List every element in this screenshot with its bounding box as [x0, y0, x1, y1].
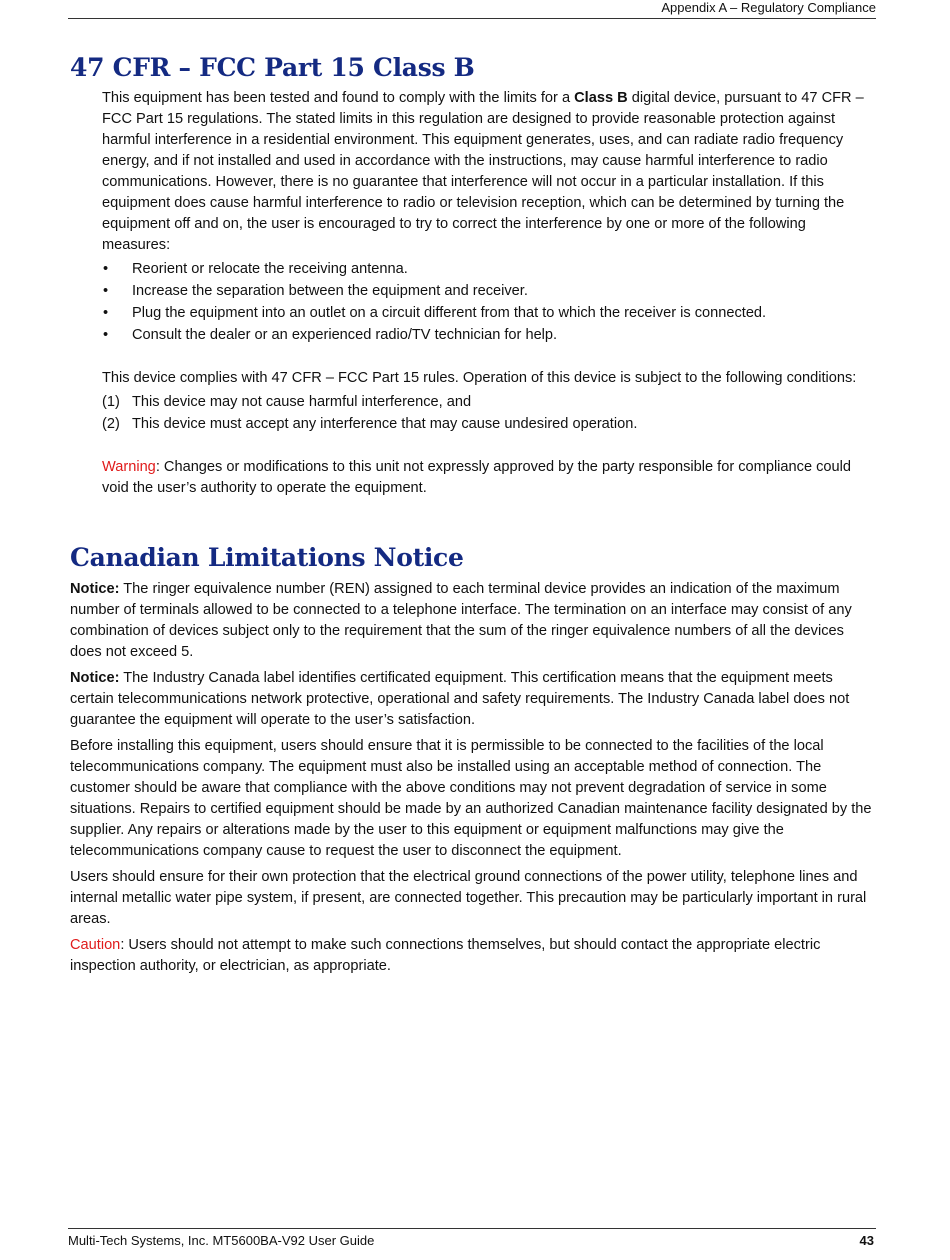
complies-paragraph: This device complies with 47 CFR – FCC Part 15 rules. Operation of this device is subject to the following conditions: [102, 370, 857, 386]
caution-paragraph [70, 935, 878, 977]
list-item [102, 281, 878, 302]
class-b-emphasis: Class B [574, 90, 628, 106]
warning-label: Warning [102, 459, 156, 475]
list-item [102, 392, 878, 413]
fcc-intro-text-cont: digital device, pursuant to 47 CFR – FCC Part 15 regulations. The stated limits in this regulation are designed to provide reasonable protection against harmful interference in a residential environment. This equipment generates, uses, and can radiate radio frequency energy, and if not installed and used in accordance with the instructions, may cause harmful interference to radio communications. However, there is no guarantee that interference will not occur in a particular installation. If this equipment does cause harmful interference to radio or television reception, which can be determined by turning the equipment off and on, the user is encouraged to try to correct the interference by one or more of the following measures: [102, 90, 864, 253]
ground-paragraph: Users should ensure for their own protection that the electrical ground connections of the power utility, telephone lines and internal metallic water pipe system, if present, are connected together. This precaution may be particularly important in rural areas. [70, 869, 867, 927]
warning-paragraph [102, 457, 878, 499]
fcc-section-title: 47 CFR – FCC Part 15 Class B [70, 53, 475, 82]
bullet-icon: • [103, 283, 109, 299]
condition-number: (1) [102, 394, 120, 410]
fcc-intro-paragraph [102, 88, 878, 256]
canada-section-body [70, 579, 878, 982]
notice-label: Notice: [70, 670, 120, 686]
caution-text: : Users should not attempt to make such connections themselves, but should contact the appropriate electric inspection authority, or electrician, as appropriate. [70, 937, 821, 974]
bullet-icon: • [103, 261, 109, 277]
canada-section-title: Canadian Limitations Notice [70, 543, 464, 572]
page-number: 43 [859, 1233, 874, 1248]
list-item-text: Plug the equipment into an outlet on a circuit different from that to which the receiver is connected. [132, 305, 767, 321]
bullet-icon: • [103, 327, 109, 343]
list-item [102, 414, 878, 435]
condition-number: (2) [102, 416, 120, 432]
conditions-list [102, 392, 878, 435]
header-text: Appendix A – Regulatory Compliance [661, 0, 876, 15]
caution-label: Caution [70, 937, 121, 953]
list-item [102, 259, 878, 280]
notice-label: Notice: [70, 581, 120, 597]
notice-text: The Industry Canada label identifies certificated equipment. This certification means that the equipment meets certain telecommunications network protective, operational and safety requirements. The Industry Canada label does not guarantee the equipment will operate to the user’s satisfaction. [70, 670, 850, 728]
warning-text: : Changes or modifications to this unit not expressly approved by the party responsible for compliance could void the user’s authority to operate the equipment. [102, 459, 852, 496]
page-footer [68, 1228, 876, 1249]
list-item [102, 303, 878, 324]
list-item-text: Consult the dealer or an experienced radio/TV technician for help. [132, 327, 558, 343]
page-header [68, 0, 876, 19]
footer-text: Multi-Tech Systems, Inc. MT5600BA-V92 User Guide [68, 1233, 375, 1248]
bullet-icon: • [103, 305, 109, 321]
condition-text: This device may not cause harmful interference, and [132, 394, 472, 410]
notice-text: The ringer equivalence number (REN) assigned to each terminal device provides an indication of the maximum number of terminals allowed to be connected to a telephone interface. The termination on an interface may consist of any combination of devices subject only to the requirement that the sum of the ringer equivalence numbers of all the devices does not exceed 5. [70, 581, 852, 660]
list-item [102, 325, 878, 346]
measures-list [102, 259, 878, 346]
notice-label-paragraph [70, 668, 878, 731]
notice-ren-paragraph [70, 579, 878, 663]
install-paragraph: Before installing this equipment, users should ensure that it is permissible to be connected to the facilities of the local telecommunications company. The equipment must also be installed using an acceptable method of connection. The customer should be aware that compliance with the above conditions may not prevent degradation of service in some situations. Repairs to certified equipment should be made by an authorized Canadian maintenance facility designated by the supplier. Any repairs or alterations made by the user to this equipment or equipment malfunctions may give the telecommunications company cause to request the user to disconnect the equipment. [70, 738, 872, 859]
condition-text: This device must accept any interference that may cause undesired operation. [132, 416, 638, 432]
fcc-section-body [102, 88, 878, 499]
fcc-intro-text: This equipment has been tested and found to comply with the limits for a [102, 90, 575, 106]
list-item-text: Increase the separation between the equipment and receiver. [132, 283, 528, 299]
list-item-text: Reorient or relocate the receiving antenna. [132, 261, 408, 277]
